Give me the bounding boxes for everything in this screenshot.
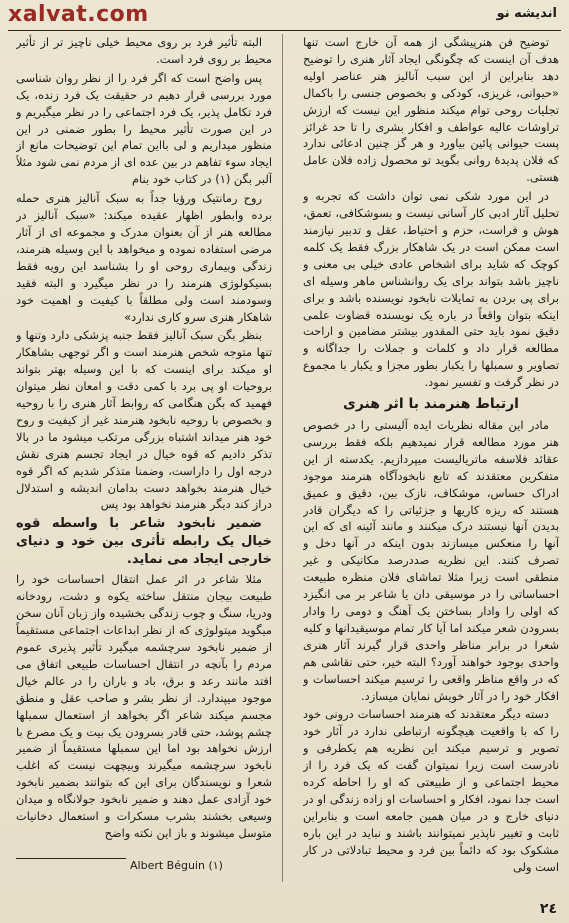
section-heading: ارتباط هنرمند با اثر هنری	[343, 396, 519, 413]
paragraph: توضیح فن هنرپیشگی از همه آن خارج است تنها هدف آن اینست که چگونگی ایجاد آثار هنری را توضیح دهد بنابراین از این سبب آنالیز هنر عناصر اولیه «حیوانی، غریزی، کودکی و بخصوص جنسی را باکمال تجلیات روحی توام میکند منظور این نیست که ارزش تراوشات عالیه عواطف و افکار بشری را تا حد غرائز پست حیوانی پائین بیاورد و هر گز چنین ادعائی ندارد که فلان پدیدهٔ روانی بگوید تو محصول زاده فلان عامل هستی.	[303, 35, 559, 185]
left-column	[16, 34, 272, 882]
watermark: xalvat.com	[8, 2, 149, 27]
paragraph: در این مورد شکی نمی توان داشت که تجربه و تحلیل آثار ادبی کار آسانی نیست و بسوشکافی، تعمق، هوش و فراست، حزم و احتیاط، عقل و تدبیر نیازمند است ممکن است در یک شاهکار بزرگ فقط یک کلمه کوچک که شاید برای اشخاص عادی خیلی بی معنی و ناچیز باشد بتواند برای یک روانشناس ماهر وسیله ای برای پی بردن به تمایلات نابخود نویسنده باشد و برای اینکه بتوان واقعاً در باره یک نویسنده قضاوت علمی دقیق نمود باید حتی المقدور بیشتر مضامین و اراحت مطالعه قرار داد و کلمات و جملات را جداگانه و تصاویر و سمبلها را یکبار بطور مجزا و یکبار با مجموع در نظر گرفت و تفسیر نمود.	[303, 189, 559, 390]
paragraph: البته تأثیر فرد بر روی محیط خیلی ناچیز تر از تأثیر محیط بر روی فرد است.	[16, 35, 272, 66]
paragraph: بنظر بگن سبک آنالیز فقط جنبه پزشکی دارد وتنها و تنها متوجه شخص هنرمند است و اگر توجهی بشاهکار او میکند برای اینست که با این وسیله بهتر بتواند بروحیات او پی برد با کمی دقت و امعان نظر میتوان فهمید که بگن هنگامی که روابط آثار هنری را با روحیه و بخصوص با روحیه نابخود هنرمند غیر از کیفیت و روح خود هنر میداند اشتباه بزرگی مرتکب میشود ما در بالا تذکر دادیم که قوه خیال در ایجاد تجسم هنری نقش درجه اول را داراست، وضمنا متذکر شدیم که اگر قوه خیال هنرمند بخواهد دست بدامان اندیشه و استدلال دراز کند دیگر هنرمند نخواهد بود پس	[16, 328, 272, 512]
right-column	[303, 34, 559, 882]
column-divider	[282, 34, 283, 882]
paragraph: مادر این مقاله نظریات ایده آلیستی را در خصوص هنر مورد مطالعه قرار نمیدهیم بلکه فقط بررسی عقائد فلاسفه ماتریالیست میپردازیم. یکدسته از این متفکرین معتقدند که تابع نابخودآگاه هنرمند موجود ادراک حساس، موشکاف، نازک بین، دقیق و عمیق هستند که ریزه کاریها و جزئیاتی را که دیگران قادر بدیدن آنها نیستند درک میکنند و مانند آئینه ای که این آنها را منعکس میسازند بدون اینکه در آنها دخل و تصرف کنند. این نظریه صددرصد مکانیکی و غیر منطقی است زیرا مثلا تماشای فلان منظره طبیعت احساساتی را در موسیقی دان یا شاعر بر می انگیزد که اولی را وادار بساختن یک آهنگ و دومی را وادار بسرودن شعر میکند اما آیا کار تمام موسیقیدانها و کلیه شعرا در برابر مناظر واحدی قرار گیرند آثار هنری واحدی بوجود خواهند آورد؟ البته خیر، حتی نقاشی هم که در واقع مناظر واقعی را ترسیم میکند احساسات و افکار خود را در آثار خویش نمایان میسازد.	[303, 418, 559, 703]
header-rule	[8, 30, 561, 31]
paragraph: روح رمانتیک ورؤیا جداً به سبک آنالیز هنری حمله برده وابطور اظهار عقیده میکند: «سبک آنالیز در مطالعه هنر از آن بعنوان مدرک و مجموعه ای از آثار مرضی استفاده نموده و میخواهد با این وسیله هنرمند، زندگی وبیماری روحی او را بشناسد این رویه فقط بسیکولوژی هنرمند را در نظر میگیرد و البته فقید وسودمند است ولی مطلقاً با کیفیت و اهمیت خود شاهکار هنری سرو کاری ندارد»	[16, 191, 272, 324]
paragraph: مثلا شاعر در اثر عمل انتقال احساسات خود را طبیعت بیجان منتقل ساخته یکوه و دشت، رودخانه ودریا، سنگ و چوب زندگی بخشیده واز زبان آنان سخن میگوید میتولوژی که از نظر ابداعات اجتماعی مستقیماً از ضمیر نابخود سرچشمه میگیرد تأثیر پذیری عموم مردم را بآنچه در انتقال احساسات طبیعی اتفاق می افتد مانند رعد و برق، باد و باران را در عالم خیال موجود میپندارد. از نظر بشر و صاحب عقل و منطق مجسم میکند شاعر اگر بخواهد از استعمال سمبلها چشم پوشد، حتی قادر بسرودن یک بیت و یک مصرع با ارزش نخواهد بود اما این سمبلها مستقیماً از ضمیر نابخود سرچشمه میگیرند وبیچهت نیست که اغلب شعرا و نویسندگان برای این که بتوانند بضمیر نابخود خود آزادی عمل دهند و ضمیر نابخود جولانگاه و میدان وسیعی بخشند بشرب مسکرات و استعمال دخانیات متوسل میشوند و باز این نکته واضح	[16, 572, 272, 840]
footnote: Albert Béguin (۱)	[130, 859, 223, 872]
bold-statement: ضمیر نابخود شاعر با واسطه قوه خیال یک رابطه تأثری بین خود و دنیای خارجی ایجاد می نماید.	[16, 516, 272, 568]
running-head: اندیشه نو	[496, 6, 557, 21]
page-number: ۲٤	[539, 901, 557, 917]
paragraph: پس واضح است که اگر فرد را از نظر روان شناسی مورد بررسی قرار دهیم در حقیقت یک فرد زنده، یک فرد تکامل پذیر، یک فرد اجتماعی را در نظر میگیریم و در این صورت تأثیر محیط را بطور ضمنی در این منظور میداریم و لی بااین تمام این توضیحات مانع از ایجاد سوء تفاهم در بین عده ای از مردم نمی شود مثلاً آلبر بگن (۱) در کتاب خود بنام	[16, 70, 272, 187]
footnote-rule	[16, 858, 126, 859]
paragraph: دسته دیگر معتقدند که هنرمند احساسات درونی خود را که با واقعیت هیچگونه ارتباطی ندارد در آثار خود تصویر و ترسیم میکند این نظریه هم یکطرفی و نادرست است زیرا نمیتوان گفت که یک فرد را از محیط اجتماعی و از طبیعتی که او را احاطه کرده است جدا نمود، افکار و احساسات او زاده زندگی او در دنیای خارج و در میان همین جامعه است و بنابراین ثابت و تغییر ناپذیر نمیتوانند باشند و نباید در این باره مشکوک بود که دائماً بین فرد و محیط تبادلاتی در کار است ولی	[303, 707, 559, 874]
